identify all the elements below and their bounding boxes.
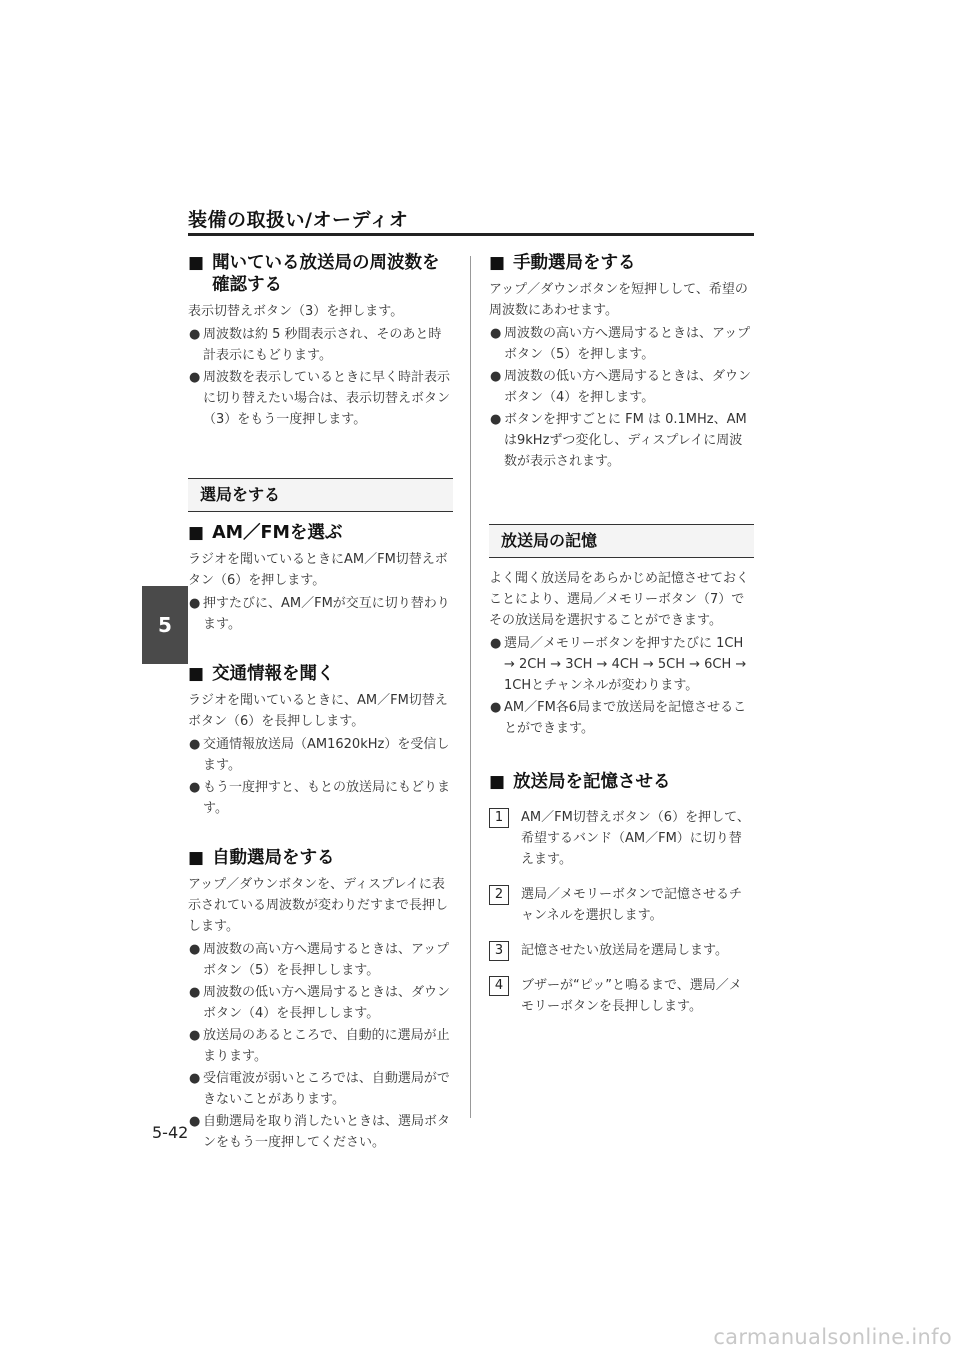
list-item-text: 周波数の低い方へ選局するときは、ダウンボタン（4）を長押しします。: [203, 985, 451, 1021]
section-text: ラジオを聞いているときに、AM／FM切替えボタン（6）を長押しします。: [188, 693, 448, 729]
chapter-tab: 5: [142, 586, 188, 664]
list-item: [489, 697, 754, 739]
list-item-text: 受信電波が弱いところでは、自動選局ができないことがあります。: [203, 1071, 450, 1107]
page-number: 5-42: [152, 1123, 189, 1142]
section-text: ラジオを聞いているときにAM／FM切替えボタン（6）を押します。: [188, 552, 448, 588]
step-item: [489, 975, 754, 1017]
section-memory-intro: [489, 568, 754, 739]
list-item-text: 自動選局を取り消したいときは、選局ボタンをもう一度押してください。: [203, 1114, 451, 1150]
square-bullet-icon: ■: [489, 772, 506, 792]
list-item-text: 周波数の低い方へ選局するときは、ダウンボタン（4）を押します。: [504, 369, 752, 405]
section-text: よく聞く放送局をあらかじめ記憶させておくことにより、選局／メモリーボタン（7）でその放送局を選択することができます。: [489, 571, 750, 628]
list-item-text: 周波数は約 5 秒間表示され、そのあと時計表示にもどります。: [203, 327, 442, 363]
section-text: アップ／ダウンボタンを、ディスプレイに表示されている周波数が変わりだすまで長押しします。: [188, 877, 449, 934]
bullet-list: [489, 323, 754, 472]
step-item: [489, 940, 754, 961]
square-bullet-icon: ■: [489, 253, 506, 273]
step-number: 4: [489, 976, 509, 996]
list-item-text: 交通情報放送局（AM1620kHz）を受信します。: [203, 737, 450, 773]
list-item-text: 周波数の高い方へ選局するときは、アップボタン（5）を押します。: [504, 326, 751, 362]
square-bullet-icon: ■: [188, 664, 205, 684]
bullet-dot-icon: ●: [189, 596, 201, 611]
section-text: アップ／ダウンボタンを短押しして、希望の周波数にあわせます。: [489, 282, 748, 318]
bullet-dot-icon: ●: [490, 700, 502, 715]
section-title: [489, 252, 754, 274]
square-bullet-icon: ■: [188, 253, 205, 273]
watermark: carmanualsonline.info: [713, 1325, 952, 1349]
section-title-text: AM／FMを選ぶ: [212, 523, 343, 543]
list-item: [188, 324, 453, 366]
bullet-dot-icon: ●: [189, 1028, 201, 1043]
list-item: [188, 982, 453, 1024]
page-header-title: 装備の取扱い/オーディオ: [188, 209, 409, 231]
list-item-text: もう一度押すと、もとの放送局にもどります。: [203, 780, 451, 816]
list-item: [489, 366, 754, 408]
step-text: 記憶させたい放送局を選局します。: [521, 943, 728, 958]
bullet-dot-icon: ●: [189, 327, 201, 342]
bullet-dot-icon: ●: [490, 412, 502, 427]
step-number: 3: [489, 941, 509, 961]
bullet-dot-icon: ●: [189, 780, 201, 795]
section-title-text: 自動選局をする: [212, 848, 335, 868]
step-text: 選局／メモリーボタンで記憶させるチャンネルを選択します。: [521, 887, 743, 923]
list-item: [188, 734, 453, 776]
bullet-list: [489, 633, 754, 739]
section-am-fm: [188, 522, 453, 635]
list-item: [489, 409, 754, 472]
header-rule: [188, 233, 754, 236]
list-item-text: 周波数を表示しているときに早く時計表示に切り替えたい場合は、表示切替えボタン（3）をもう一度押します。: [203, 370, 451, 427]
list-item-text: AM／FM各6局まで放送局を記憶させることができます。: [504, 700, 747, 736]
step-text: ブザーが“ピッ”と鳴るまで、選局／メモリーボタンを長押しします。: [521, 978, 742, 1014]
bullet-dot-icon: ●: [189, 985, 201, 1000]
bullet-dot-icon: ●: [189, 737, 201, 752]
list-item-text: 選局／メモリーボタンを押すたびに 1CH → 2CH → 3CH → 4CH → 5CH → 6CH → 1CHとチャンネルが変わります。: [504, 636, 747, 693]
list-item-text: 周波数の高い方へ選局するときは、アップボタン（5）を長押しします。: [203, 942, 450, 978]
bullet-dot-icon: ●: [189, 1114, 201, 1129]
list-item: [188, 1025, 453, 1067]
section-traffic-info: [188, 663, 453, 819]
bullet-list: [188, 593, 453, 635]
list-item: [188, 1111, 453, 1153]
section-title-text: 手動選局をする: [513, 253, 636, 273]
section-title-text: 交通情報を聞く: [212, 664, 335, 684]
list-item-text: 押すたびに、AM／FMが交互に切り替わります。: [203, 596, 450, 632]
bullet-dot-icon: ●: [490, 636, 502, 651]
bullet-list: [188, 324, 453, 430]
list-item: [188, 593, 453, 635]
heading-select-station: 選局をする: [188, 478, 453, 512]
heading-station-memory: 放送局の記憶: [489, 524, 754, 558]
section-store-station: [489, 771, 754, 1017]
section-title-text: 放送局を記憶させる: [513, 772, 671, 792]
section-title: [188, 847, 453, 869]
bullet-list: [188, 734, 453, 819]
bullet-list: [188, 939, 453, 1153]
square-bullet-icon: ■: [188, 523, 205, 543]
list-item: [188, 777, 453, 819]
list-item: [489, 323, 754, 365]
square-bullet-icon: ■: [188, 848, 205, 868]
column-divider: [470, 256, 471, 1118]
list-item-text: ボタンを押すごとに FM は 0.1MHz、AMは9kHzずつ変化し、ディスプレイに周波数が表示されます。: [504, 412, 747, 469]
step-number: 2: [489, 885, 509, 905]
step-item: [489, 807, 754, 870]
step-item: [489, 884, 754, 926]
section-title: [188, 252, 453, 296]
section-title-text: 聞いている放送局の周波数を確認する: [212, 253, 440, 295]
list-item-text: 放送局のあるところで、自動的に選局が止まります。: [203, 1028, 450, 1064]
bullet-dot-icon: ●: [490, 369, 502, 384]
bullet-dot-icon: ●: [189, 1071, 201, 1086]
bullet-dot-icon: ●: [189, 370, 201, 385]
section-manual-tuning: [489, 252, 754, 472]
list-item: [188, 367, 453, 430]
section-check-frequency: [188, 252, 453, 430]
list-item: [188, 1068, 453, 1110]
right-column: [489, 252, 754, 1017]
bullet-dot-icon: ●: [490, 326, 502, 341]
list-item: [489, 633, 754, 696]
section-title: [188, 663, 453, 685]
section-title: [489, 771, 754, 793]
section-text: 表示切替えボタン（3）を押します。: [188, 304, 404, 319]
bullet-dot-icon: ●: [189, 942, 201, 957]
list-item: [188, 939, 453, 981]
step-text: AM／FM切替えボタン（6）を押して、希望するバンド（AM／FM）に切り替えます。: [521, 810, 750, 867]
step-number: 1: [489, 808, 509, 828]
section-auto-seek: [188, 847, 453, 1153]
section-title: [188, 522, 453, 544]
left-column: [188, 252, 453, 1154]
